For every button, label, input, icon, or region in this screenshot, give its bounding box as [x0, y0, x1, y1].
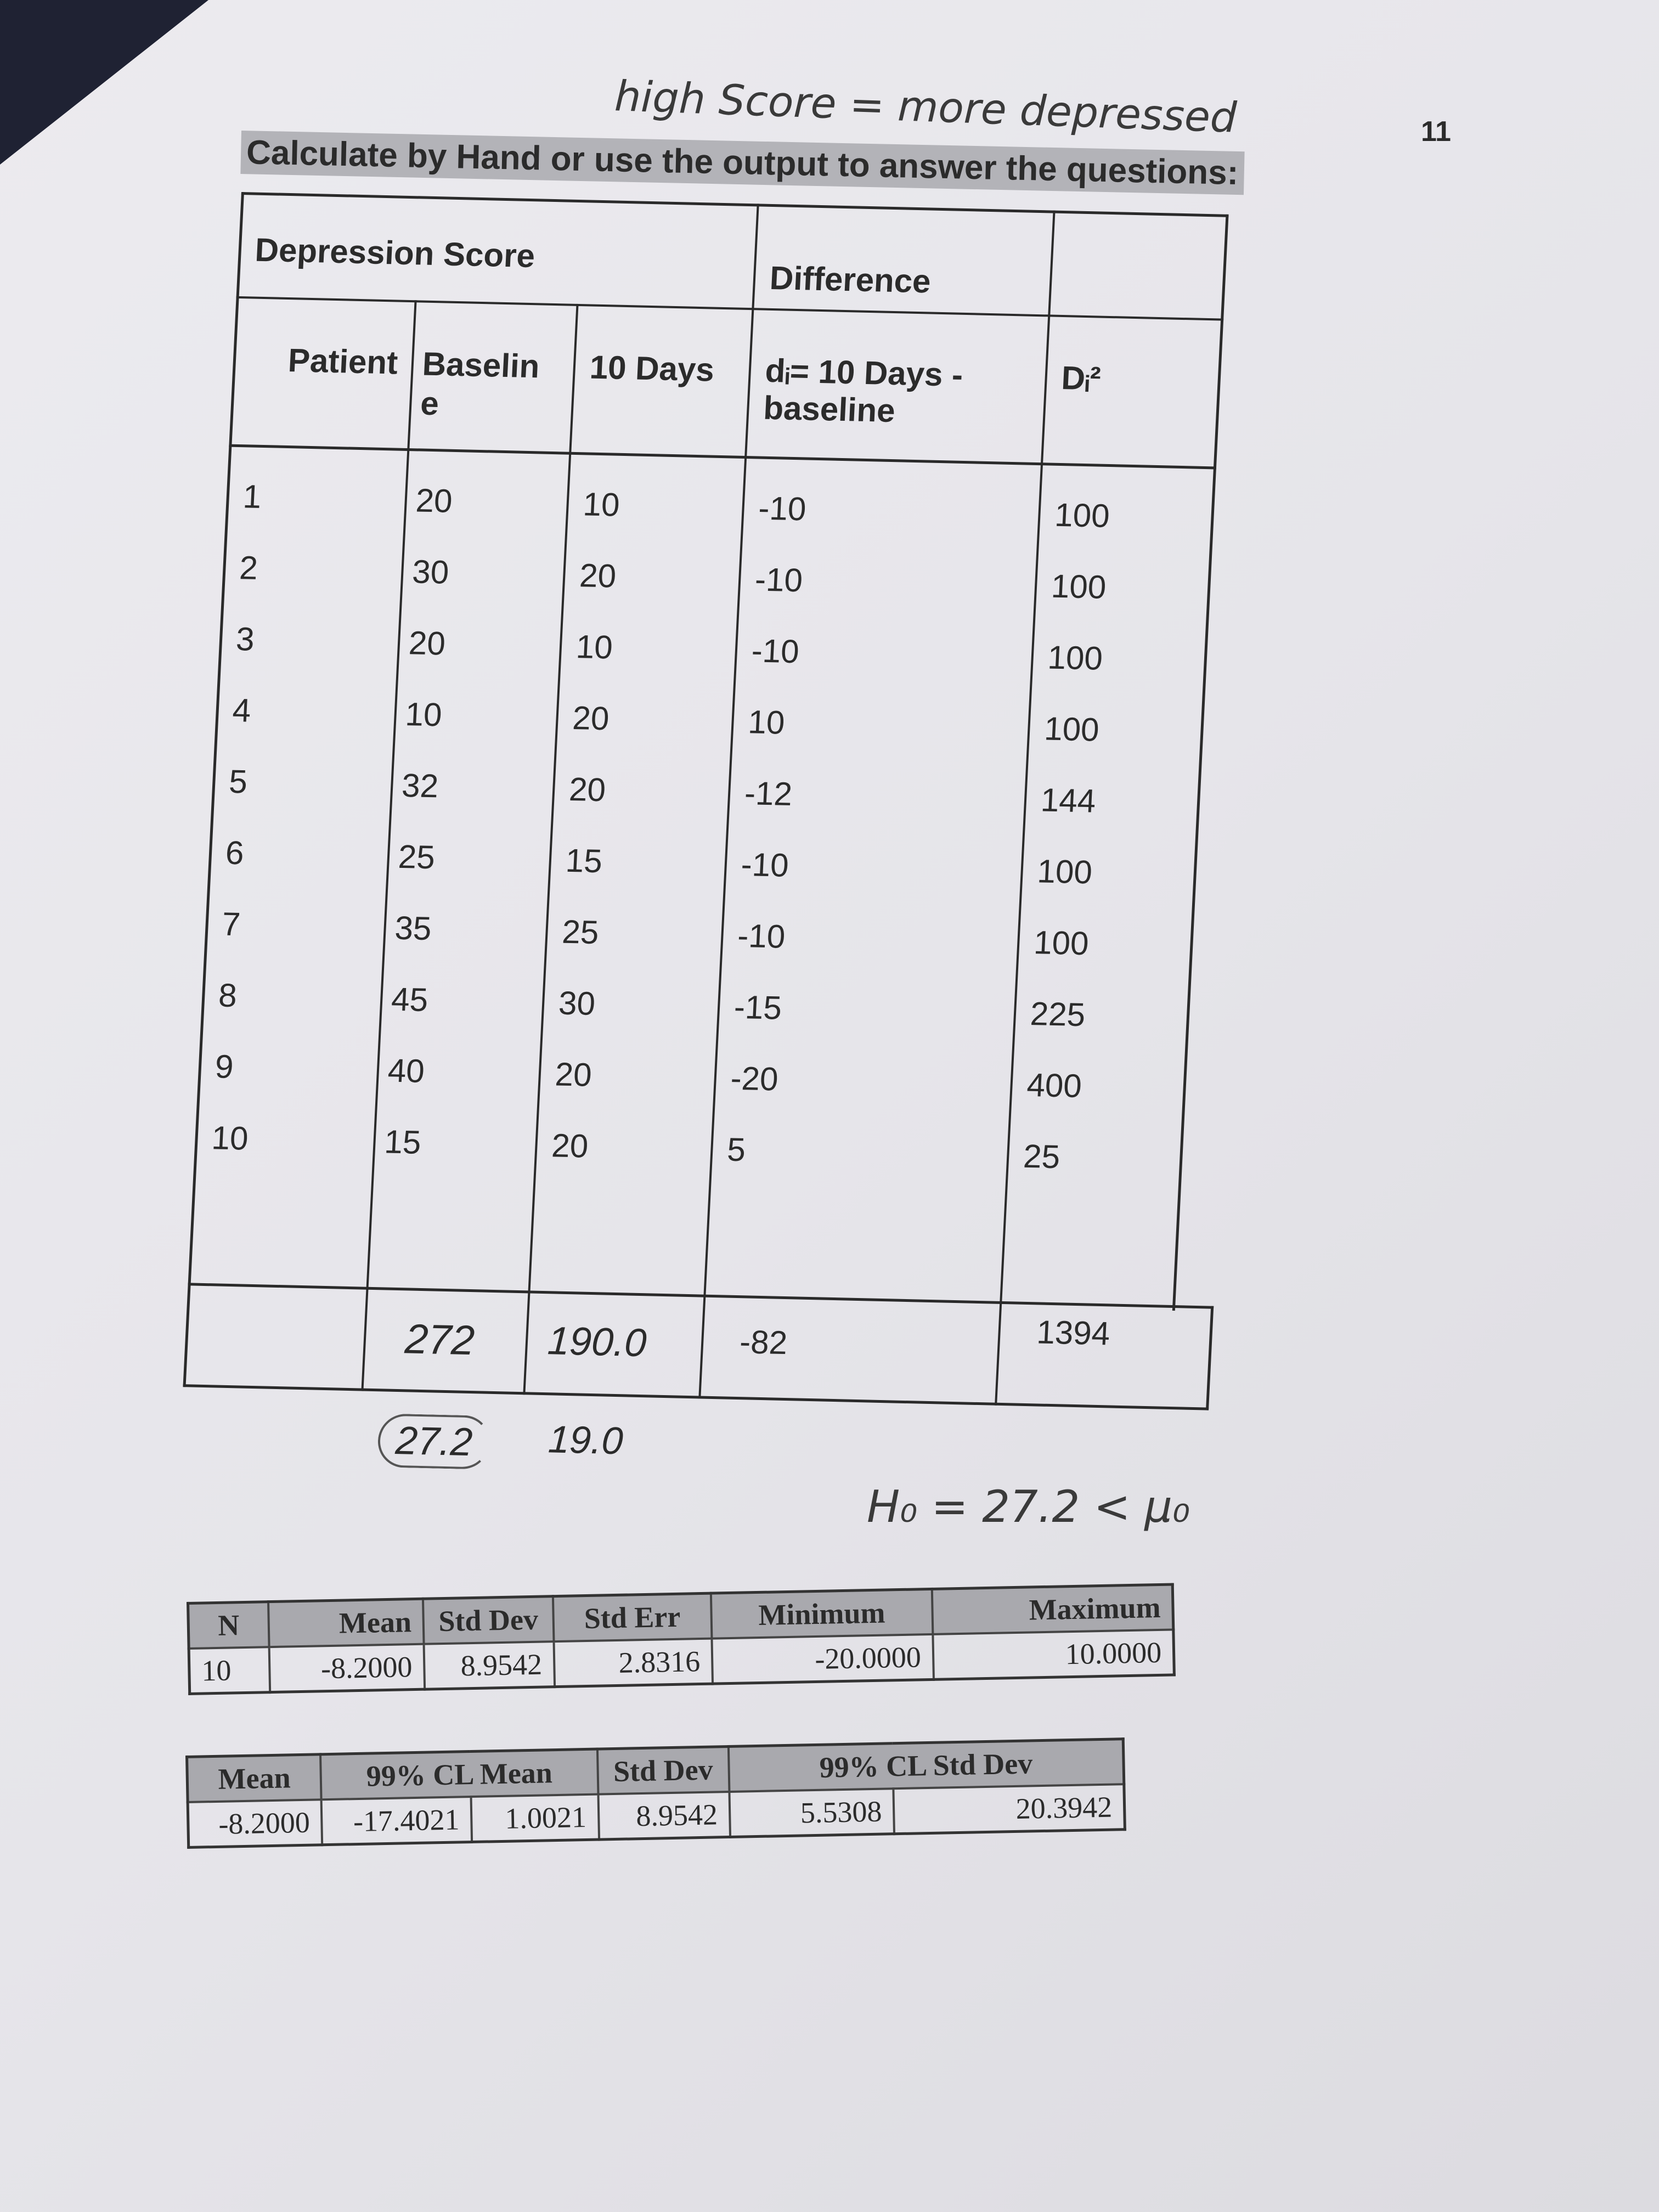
cell-d-squared: 100 — [1032, 924, 1090, 962]
cell-10-days: 20 — [568, 770, 607, 809]
stat-value-std-err: 2.8316 — [554, 1639, 713, 1687]
cell-difference: -10 — [740, 846, 790, 884]
page-number: 11 — [1421, 116, 1451, 148]
total-baseline-handwritten: 272 — [404, 1316, 476, 1364]
summary-statistics-table — [187, 1583, 1176, 1695]
cell-difference: -10 — [758, 489, 807, 528]
cell-10-days: 20 — [550, 1127, 589, 1165]
cell-10-days: 30 — [557, 984, 596, 1022]
mean-baseline-handwritten: 27.2 — [377, 1413, 492, 1470]
cell-d-squared: 100 — [1047, 639, 1104, 677]
stat-value-maximum: 10.0000 — [933, 1629, 1174, 1679]
cl-header-99-cl-std-dev: 99% CL Std Dev — [729, 1739, 1124, 1792]
handwritten-note-top: high Score = more depressed — [613, 71, 1238, 142]
cell-baseline: 40 — [387, 1052, 426, 1090]
cell-difference: -10 — [751, 632, 800, 670]
col-header-difference-formula: dᵢ= 10 Days - baseline — [762, 352, 964, 430]
cell-baseline: 20 — [415, 482, 454, 520]
cell-patient: 1 — [242, 478, 262, 515]
cl-header-99-cl-mean: 99% CL Mean — [320, 1749, 598, 1799]
cell-baseline: 32 — [400, 766, 439, 805]
cell-baseline: 30 — [411, 553, 450, 591]
depression-score-table — [183, 192, 1294, 1465]
header-depression-score: Depression Score — [254, 231, 536, 275]
cell-difference: -10 — [736, 917, 786, 955]
header-difference: Difference — [769, 259, 932, 300]
stat-header-std-dev: Std Dev — [423, 1596, 554, 1644]
stat-header-std-err: Std Err — [553, 1593, 712, 1641]
stat-value-std-dev: 8.9542 — [424, 1641, 555, 1689]
cell-d-squared: 100 — [1043, 710, 1101, 748]
cell-d-squared: 25 — [1022, 1137, 1061, 1176]
cell-baseline: 15 — [383, 1123, 422, 1161]
stat-value-minimum: -20.0000 — [712, 1634, 933, 1684]
cell-d-squared: 144 — [1040, 781, 1097, 820]
cell-10-days: 20 — [554, 1056, 593, 1093]
handwritten-hypothesis: H₀ = 27.2 < μ₀ — [867, 1481, 1190, 1532]
mean-10-days-handwritten: 19.0 — [547, 1418, 624, 1463]
cl-value-mean-lower: -17.4021 — [321, 1797, 472, 1845]
cell-10-days: 20 — [578, 557, 617, 595]
cell-baseline: 45 — [390, 980, 429, 1019]
stat-header-minimum: Minimum — [711, 1589, 933, 1638]
col-header-d-squared: Dᵢ² — [1060, 359, 1102, 397]
total-d-squared: 1394 — [1036, 1313, 1111, 1352]
cell-10-days: 10 — [575, 628, 614, 666]
cell-difference: 10 — [747, 703, 786, 741]
cl-value-mean-upper: 1.0021 — [471, 1795, 599, 1842]
cell-10-days: 20 — [572, 699, 611, 737]
cell-difference: -10 — [754, 561, 804, 599]
cell-difference: -12 — [743, 775, 793, 813]
cell-difference: -20 — [730, 1059, 780, 1098]
cell-10-days: 10 — [582, 486, 621, 523]
cell-d-squared: 400 — [1026, 1066, 1083, 1105]
cell-difference: -15 — [733, 988, 783, 1026]
cell-baseline: 10 — [404, 696, 443, 733]
background-dark-corner — [0, 0, 208, 165]
cl-value-std-dev: 8.9542 — [598, 1792, 730, 1839]
cl-header-mean: Mean — [187, 1754, 321, 1802]
cell-10-days: 15 — [565, 842, 603, 880]
stat-header-n: N — [188, 1602, 269, 1649]
instruction-heading: Calculate by Hand or use the output to answer the questions: — [240, 131, 1244, 195]
confidence-limits-table — [185, 1737, 1126, 1849]
cl-header-std-dev: Std Dev — [597, 1747, 730, 1795]
cell-patient: 6 — [224, 834, 245, 872]
col-header-baseline: Baselin e — [419, 345, 541, 422]
stat-header-mean: Mean — [268, 1599, 424, 1647]
cell-d-squared: 225 — [1029, 995, 1086, 1034]
col-header-10-days: 10 Days — [589, 348, 715, 388]
cell-baseline: 25 — [397, 838, 436, 876]
cell-patient: 10 — [211, 1119, 250, 1157]
cl-value-std-dev-upper: 20.3942 — [894, 1784, 1125, 1834]
cl-value-mean: -8.2000 — [188, 1799, 322, 1847]
cell-patient: 3 — [235, 620, 256, 658]
cell-d-squared: 100 — [1050, 567, 1107, 606]
cell-patient: 7 — [221, 905, 241, 943]
cell-difference: 5 — [726, 1131, 747, 1169]
stat-value-n: 10 — [189, 1647, 270, 1694]
stat-header-maximum: Maximum — [932, 1584, 1173, 1634]
col-header-patient: Patient — [287, 342, 399, 381]
stat-value-mean: -8.2000 — [269, 1644, 425, 1692]
cell-patient: 8 — [217, 977, 238, 1014]
cell-patient: 4 — [232, 691, 252, 729]
total-difference: -82 — [738, 1323, 788, 1362]
cell-d-squared: 100 — [1053, 496, 1111, 535]
cell-d-squared: 100 — [1036, 853, 1093, 891]
cell-patient: 2 — [238, 549, 259, 586]
cl-value-std-dev-lower: 5.5308 — [729, 1788, 894, 1837]
cell-patient: 9 — [214, 1048, 235, 1086]
cell-patient: 5 — [228, 763, 249, 800]
cell-baseline: 20 — [408, 624, 447, 662]
cell-10-days: 25 — [561, 913, 600, 951]
total-10-days-handwritten: 190.0 — [546, 1319, 648, 1365]
cell-baseline: 35 — [394, 909, 433, 947]
